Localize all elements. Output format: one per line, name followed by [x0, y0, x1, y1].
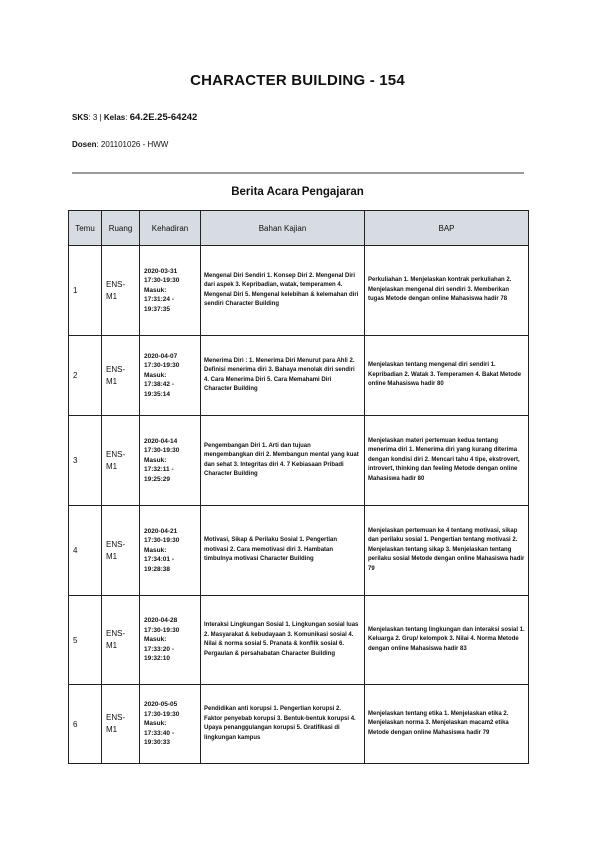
temu-number: 6 — [73, 719, 78, 729]
session-date: 2020-04-28 — [144, 617, 178, 625]
masuk-time: 17:31:24 - — [144, 296, 174, 304]
cell-bahan-kajian — [201, 685, 365, 764]
masuk-label: Masuk: — [144, 371, 167, 379]
dosen-id: 201101026 - HWW — [100, 140, 169, 149]
document-title: CHARACTER BUILDING - 154 — [190, 72, 405, 89]
cell-bahan-kajian — [201, 416, 365, 506]
room-code: ENS-M1 — [106, 629, 126, 650]
session-date: 2020-05-05 — [144, 701, 178, 709]
cell-kehadiran — [140, 596, 201, 685]
session-time: 17:30-19:30 — [144, 447, 180, 455]
bahan-text: Menerima Diri : 1. Menerima Diri Menurut para Ahli 2. Definisi menerima diri 3. Bahaya menolak diri sendiri 4. Cara Menerima Diri 5. Cara Memahami Diri Character Building — [204, 357, 355, 392]
session-date: 2020-04-21 — [144, 527, 178, 535]
session-time: 17:30-19:30 — [144, 710, 180, 718]
sks-value: 3 — [92, 113, 98, 122]
sks-label: SKS — [72, 113, 89, 122]
session-time: 17:30-19:30 — [144, 277, 180, 285]
col-ruang: Ruang — [102, 211, 140, 246]
cell-ruang — [102, 336, 140, 416]
session-date: 2020-04-14 — [144, 437, 178, 445]
cell-bahan-kajian — [201, 506, 365, 596]
temu-number: 3 — [73, 456, 78, 465]
bahan-text: Interaksi Lingkungan Sosial 1. Lingkungan sosial luas 2. Masyarakat & kebudayaan 3. Komunikasi sosial 4. Nilai & norma sosial 5. Pranata & konflik sosial 6. Pergaulan & persahabatan Character Building — [204, 622, 359, 657]
keluar-time: 19:37:35 — [144, 305, 171, 313]
temu-number: 1 — [73, 286, 78, 295]
teaching-report-table — [68, 210, 529, 764]
temu-number: 4 — [73, 546, 78, 555]
cell-temu — [69, 416, 102, 506]
dosen-label: Dosen — [72, 140, 97, 149]
cell-kehadiran — [140, 246, 201, 336]
col-bahan-kajian: Bahan Kajian — [201, 211, 365, 246]
table-row — [69, 336, 529, 416]
col-temu: Temu — [69, 211, 102, 246]
room-code: ENS-M1 — [106, 449, 126, 471]
temu-number: 2 — [73, 371, 78, 380]
cell-bap — [365, 596, 529, 685]
col-bap: BAP — [365, 211, 529, 246]
masuk-time: 17:34:01 - — [144, 556, 174, 564]
session-date: 2020-04-07 — [144, 352, 178, 360]
masuk-label: Masuk: — [144, 286, 167, 294]
cell-temu — [69, 336, 102, 416]
cell-bap — [365, 685, 529, 764]
cell-bahan-kajian — [201, 246, 365, 336]
divider — [72, 172, 524, 174]
session-time: 17:30-19:30 — [144, 626, 180, 634]
bap-text: Perkuliahan 1. Menjelaskan kontrak perkuliahan 2. Menjelaskan mengenal diri sendiri 3. Memberikan tugas Metode dengan online Mahasiswa hadir 78 — [368, 277, 512, 303]
cell-kehadiran — [140, 416, 201, 506]
cell-bap — [365, 246, 529, 336]
table-header-row — [69, 211, 529, 246]
room-code: ENS-M1 — [106, 279, 126, 301]
masuk-time: 17:32:11 - — [144, 466, 174, 474]
cell-bahan-kajian — [201, 596, 365, 685]
table-row — [69, 596, 529, 685]
cell-kehadiran — [140, 685, 201, 764]
bahan-text: Motivasi, Sikap & Perilaku Sosial 1. Pengertian motivasi 2. Cara memotivasi diri 3. Hambatan timbulnya motivasi Character Building — [204, 537, 338, 563]
section-subtitle: Berita Acara Pengajaran — [231, 186, 364, 198]
table-row — [69, 506, 529, 596]
masuk-label: Masuk: — [144, 456, 167, 464]
table-row — [69, 246, 529, 336]
cell-ruang — [102, 685, 140, 764]
masuk-time: 17:33:20 - — [144, 645, 174, 653]
masuk-label: Masuk: — [144, 636, 167, 644]
session-date: 2020-03-31 — [144, 267, 178, 275]
cell-bap — [365, 416, 529, 506]
cell-bap — [365, 506, 529, 596]
masuk-time: 17:38:42 - — [144, 381, 174, 389]
keluar-time: 19:35:14 — [144, 390, 171, 398]
col-kehadiran: Kehadiran — [140, 211, 201, 246]
cell-temu — [69, 506, 102, 596]
cell-temu — [69, 596, 102, 685]
table-row — [69, 416, 529, 506]
cell-temu — [69, 685, 102, 764]
room-code: ENS-M1 — [106, 713, 126, 734]
keluar-time: 19:30:33 — [144, 739, 171, 747]
table-row — [69, 685, 529, 764]
keluar-time: 19:32:10 — [144, 655, 171, 663]
room-code: ENS-M1 — [106, 539, 126, 561]
room-code: ENS-M1 — [106, 364, 126, 386]
kelas-value: 64.2E.25-64242 — [129, 112, 198, 123]
bap-text: Menjelaskan tentang lingkungan dan interaksi sosial 1. Keluarga 2. Grup/ kelompok 3. Nilai 4. Norma Metode dengan online Mahasiswa hadir 83 — [368, 626, 525, 652]
bap-text: Menjelaskan tentang mengenal diri sendiri 1. Kepribadian 2. Watak 3. Temperamen 4. Bakat Metode online Mahasiswa hadir 80 — [368, 362, 522, 388]
temu-number: 5 — [73, 635, 78, 645]
bap-text: Menjelaskan tentang etika 1. Menjelaskan etika 2. Menjelaskan norma 3. Menjelaskan macam2 etika Metode dengan online Mahasiswa hadir 79 — [368, 710, 509, 736]
bap-text: Menjelaskan pertemuan ke 4 tentang motivasi, sikap dan perilaku sosial 1. Pengertian tentang motivasi 2. Menjelaskan tentang sikap 3. Menjelaskan tentang perilaku sosial Metode dengan online Mahasiswa hadir 79 — [368, 527, 525, 572]
bahan-text: Pendidikan anti korupsi 1. Pengertian korupsi 2. Faktor penyebab korupsi 3. Bentuk-bentuk korupsi 4. Upaya penanggulangan korupsi 5. Gratifikasi di lingkungan kampus — [204, 706, 356, 741]
cell-bahan-kajian — [201, 336, 365, 416]
kelas-label: Kelas — [103, 113, 126, 122]
cell-temu — [69, 246, 102, 336]
masuk-label: Masuk: — [144, 720, 167, 728]
cell-ruang — [102, 596, 140, 685]
lecturer-info: Dosen: 201101026 - HWW — [72, 140, 169, 149]
bap-text: Menjelaskan materi pertemuan kedua tentang menerima diri 1. Menerima diri yang kurang diterima dengan kondisi diri 2. Mencari tahu 4 tipe, ekstrovert, introvert, thinking dan feeling Metode dengan online Mahasiswa hadir 80 — [368, 437, 520, 482]
cell-ruang — [102, 246, 140, 336]
cell-ruang — [102, 506, 140, 596]
cell-bap — [365, 336, 529, 416]
cell-kehadiran — [140, 336, 201, 416]
cell-ruang — [102, 416, 140, 506]
keluar-time: 19:28:38 — [144, 565, 171, 573]
masuk-label: Masuk: — [144, 546, 167, 554]
masuk-time: 17:33:40 - — [144, 729, 174, 737]
course-info: SKS: 3 | Kelas: 64.2E.25-64242 — [72, 112, 198, 123]
session-time: 17:30-19:30 — [144, 362, 180, 370]
session-time: 17:30-19:30 — [144, 537, 180, 545]
keluar-time: 19:25:29 — [144, 475, 171, 483]
bahan-text: Pengembangan Diri 1. Arti dan tujuan mengembangkan diri 2. Membangun mental yang kuat dan sehat 3. Integritas diri 4. 7 Kebiasaan Pribadi Character Building — [204, 442, 359, 477]
cell-kehadiran — [140, 506, 201, 596]
bahan-text: Mengenal Diri Sendiri 1. Konsep Diri 2. Mengenal Diri dari aspek 3. Kepribadian, watak, temperamen 4. Mengenal Diri 5. Mengenal kelebihan & kelemahan diri sendiri Character Building — [204, 272, 359, 307]
